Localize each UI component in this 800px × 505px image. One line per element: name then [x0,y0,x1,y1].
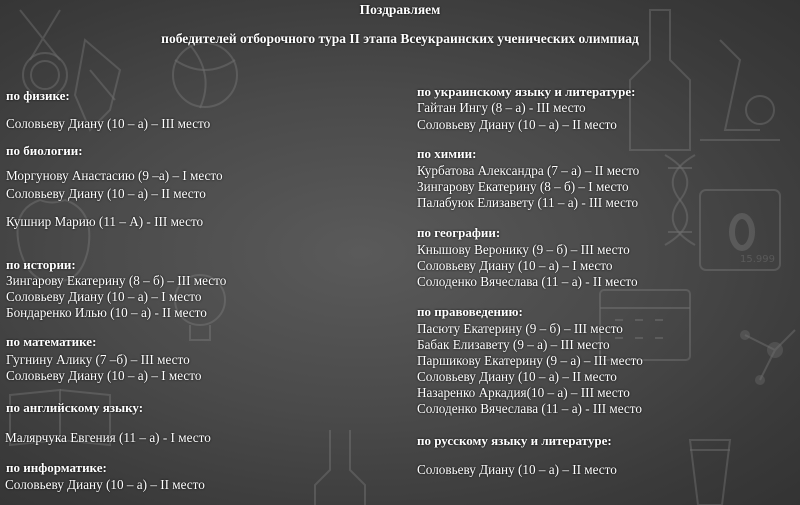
winner-entry: Соловьеву Диану (10 – а) – I место [6,289,202,304]
winner-entry: Паршикову Екатерину (9 – а) – III место [417,353,643,368]
winner-entry: Соловьеву Диану (10 – а) – II место [6,186,206,201]
winner-entry: Палабуюк Елизавету (11 – а) - III место [417,195,639,210]
section-heading-math: по математике: [6,334,97,349]
winner-entry: Кушнир Марию (11 – А) - III место [6,214,204,229]
section-heading-law: по правоведению: [417,304,523,319]
winner-entry: Кнышову Веронику (9 – б) – III место [417,242,630,257]
section-heading-informatics: по информатике: [6,460,107,475]
section-heading-biology: по биологии: [6,143,83,158]
bottle-bottom-icon [315,430,365,505]
winner-entry: Гайтан Ингу (8 – а) - III место [417,100,586,115]
winner-entry: Солоденко Вячеслава (11 – а) - II место [417,274,638,289]
element-tile-icon [700,190,780,270]
dna-icon [665,155,695,245]
winner-entry: Соловьеву Диану (10 – а) – II место [417,117,617,132]
winner-entry: Соловьеву Диану (10 – а) – I место [417,258,613,273]
winner-entry: Соловьеву Диану (10 – а) – I место [6,368,202,383]
element-mass-label: 15.999 [740,254,775,265]
section-heading-history: по истории: [6,257,76,272]
winner-entry: Курбатова Александра (7 – а) – II место [417,163,640,178]
winner-entry: Соловьеву Диану (10 – а) – II место [417,462,617,477]
winner-entry: Назаренко Аркадия(10 – а) – III место [417,385,630,400]
winner-entry: Зингарову Екатерину (8 – б) – I место [417,179,629,194]
cup-icon [690,440,730,505]
winner-entry: Пасюту Екатерину (9 – б) – III место [417,321,623,336]
winner-entry: Соловьеву Диану (10 – а) – III место [6,116,211,131]
section-heading-geography: по географии: [417,225,501,240]
section-heading-english: по английскому языку: [6,400,144,415]
section-heading-ukrainian: по украинскому языку и литературе: [417,84,636,99]
section-heading-russian: по русскому языку и литературе: [417,433,612,448]
section-heading-chemistry: по химии: [417,146,477,161]
winner-entry: Гугнину Алику (7 –б) – III место [6,352,190,367]
microscope-icon [700,40,780,140]
section-heading-physics: по физике: [6,88,70,103]
page-subtitle: победителей отборочного тура II этапа Всеукраинских ученических олимпиад [161,31,639,46]
winner-entry: Соловьеву Диану (10 – а) – II место [5,477,205,492]
winner-entry: Бондаренко Илью (10 – а) - II место [6,305,207,320]
winner-entry: Соловьеву Диану (10 – а) – II место [417,369,617,384]
page-title: Поздравляем [359,2,441,17]
winner-entry: Солоденко Вячеслава (11 – а) - III место [417,401,642,416]
ball-icon [173,43,237,108]
winner-entry: Бабак Елизавету (9 – а) – III место [417,337,610,352]
molecule-icon [740,330,795,385]
medal-icon [20,10,67,97]
winner-entry: Малярчука Евгения (11 – а) - I место [5,430,211,445]
winner-entry: Зингарову Екатерину (8 – б) – III место [6,273,227,288]
winner-entry: Моргунову Анастасию (9 –а) – I место [6,168,223,183]
